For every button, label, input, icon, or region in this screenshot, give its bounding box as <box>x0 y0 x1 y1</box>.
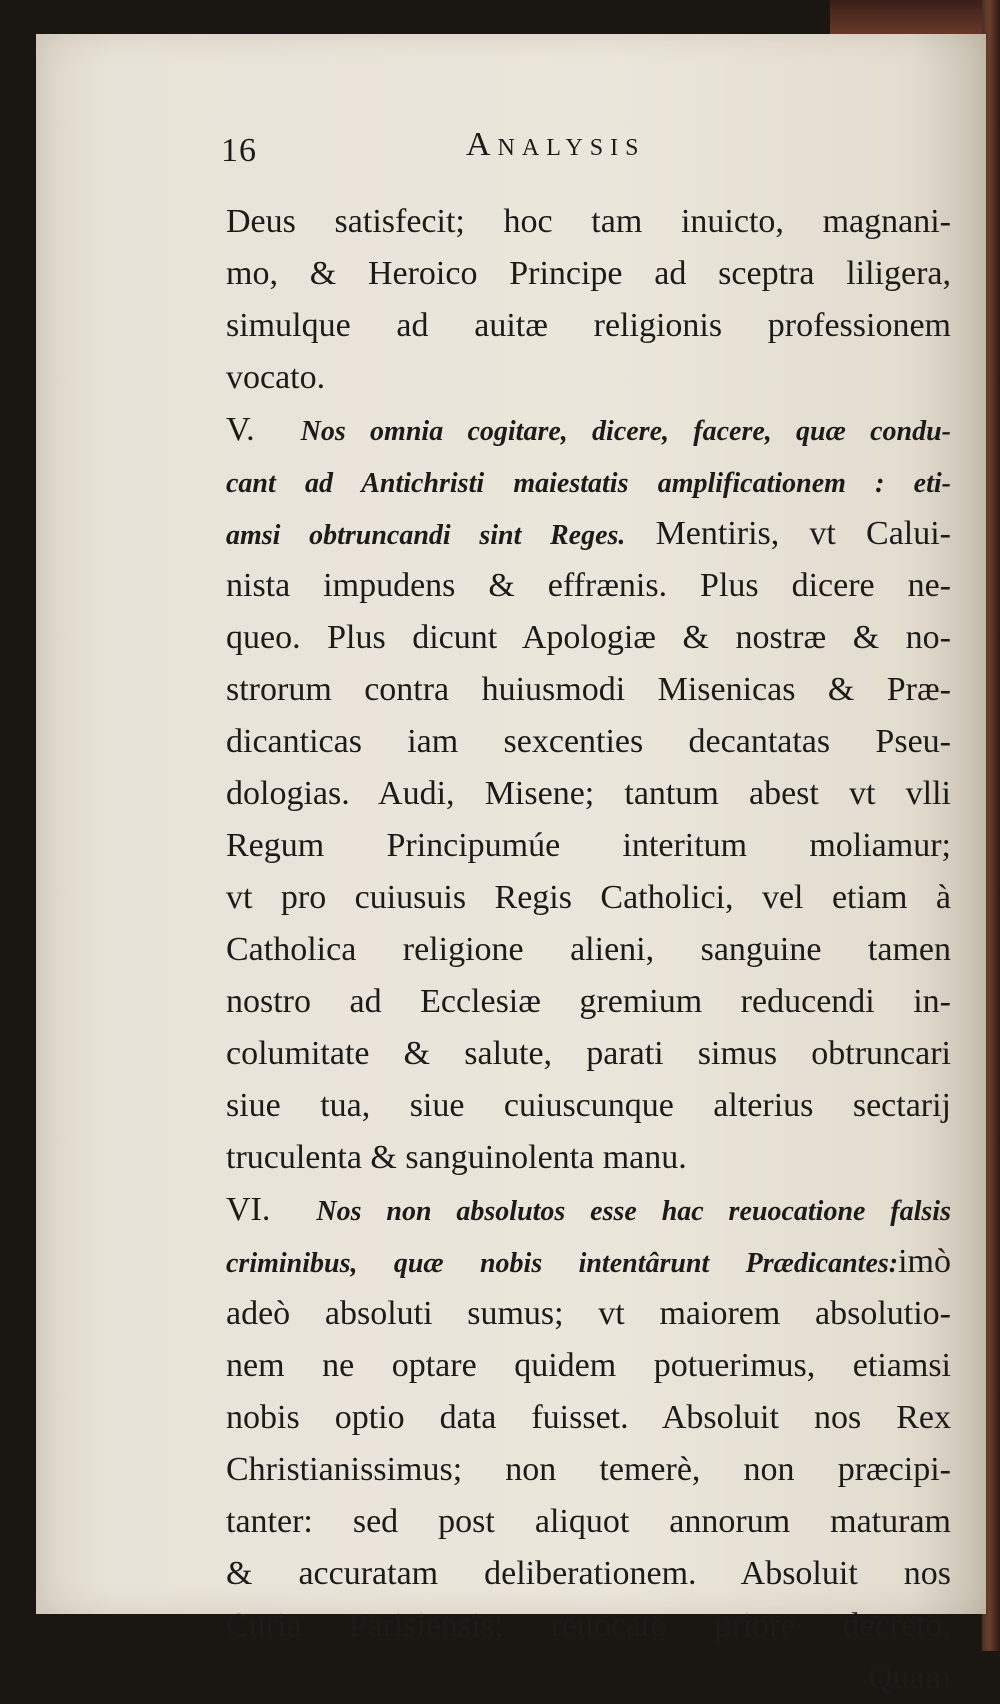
text-line <box>226 456 951 508</box>
text-line <box>226 612 951 664</box>
text-line <box>226 820 951 872</box>
text-line <box>226 768 951 820</box>
line-text: Regum Principumúe interitum moliamur; <box>226 827 951 864</box>
text-line <box>226 1236 951 1288</box>
text-line <box>226 1496 951 1548</box>
line-text: dicanticas iam sexcenties decantatas Pseu- <box>226 723 951 760</box>
text-line <box>226 664 951 716</box>
line-text: nobis optio data fuisset. Absoluit nos Rex <box>226 1399 951 1436</box>
line-text: strorum contra huiusmodi Misenicas & Præ- <box>226 671 951 708</box>
italic-quotation: Nos non absolutos esse hac reuocatione falsis <box>316 1196 951 1227</box>
italic-quotation: cant ad Antichristi maiestatis amplificationem : eti- <box>226 468 951 499</box>
section-number: VI. <box>226 1191 271 1228</box>
text-line <box>226 976 951 1028</box>
line-text: tanter: sed post aliquot annorum maturam <box>226 1503 951 1540</box>
text-block <box>226 196 951 1704</box>
text-line <box>226 404 951 456</box>
text-line <box>226 1132 951 1184</box>
text-line <box>226 872 951 924</box>
line-text: simulque ad auitæ religionis professionem <box>226 307 951 344</box>
text-line <box>226 924 951 976</box>
line-text: nostro ad Ecclesiæ gremium reducendi in- <box>226 983 951 1020</box>
text-line <box>226 560 951 612</box>
text-line <box>226 1444 951 1496</box>
text-line <box>226 1028 951 1080</box>
line-text: queo. Plus dicunt Apologiæ & nostræ & no- <box>226 619 951 656</box>
line-text: Quam <box>867 1659 951 1696</box>
italic-quotation: amsi obtruncandi sint Reges. <box>226 520 626 551</box>
page-number: 16 <box>221 132 257 169</box>
text-line <box>226 1392 951 1444</box>
catchword <box>226 1652 951 1704</box>
text-line <box>226 248 951 300</box>
text-line <box>226 1548 951 1600</box>
line-text: Curia Parisiensis; reuocato priore decreto. <box>226 1607 951 1644</box>
line-text: Catholica religione alieni, sanguine tamen <box>226 931 951 968</box>
line-text: nista impudens & effrænis. Plus dicere ne- <box>226 567 951 604</box>
line-text: adeò absoluti sumus; vt maiorem absolutio- <box>226 1295 951 1332</box>
text-line <box>226 352 951 404</box>
line-text: & accuratam deliberationem. Absoluit nos <box>226 1555 951 1592</box>
book-edge-top <box>830 0 1000 36</box>
text-line <box>226 1600 951 1652</box>
line-text: mo, & Heroico Principe ad sceptra liligera, <box>226 255 951 292</box>
line-text: dologias. Audi, Misene; tantum abest vt vlli <box>226 775 951 812</box>
text-line <box>226 300 951 352</box>
text-line <box>226 1080 951 1132</box>
text-line <box>226 196 951 248</box>
line-text: nem ne optare quidem potuerimus, etiamsi <box>226 1347 951 1384</box>
italic-quotation: criminibus, quæ nobis intentârunt Prædicantes: <box>226 1248 899 1279</box>
line-text: imò <box>898 1243 951 1280</box>
line-text: Mentiris, vt Calui- <box>625 515 951 552</box>
text-line <box>226 508 951 560</box>
text-line <box>226 1340 951 1392</box>
text-line <box>226 1184 951 1236</box>
italic-quotation: Nos omnia cogitare, dicere, facere, quæ condu- <box>300 416 951 447</box>
text-line <box>226 1288 951 1340</box>
line-text: columitate & salute, parati simus obtruncari <box>226 1035 951 1072</box>
line-text: Christianissimus; non temerè, non præcipi- <box>226 1451 951 1488</box>
book-page <box>36 34 986 1696</box>
text-line <box>226 716 951 768</box>
line-text: vt pro cuiusuis Regis Catholici, vel etiam à <box>226 879 951 916</box>
line-text: Deus satisfecit; hoc tam inuicto, magnani- <box>226 203 951 240</box>
line-text: vocato. <box>226 359 326 396</box>
section-number: V. <box>226 411 255 448</box>
line-text: truculenta & sanguinolenta manu. <box>226 1139 687 1176</box>
running-head: Analysis <box>466 126 646 163</box>
page-header <box>221 126 951 176</box>
line-text: siue tua, siue cuiuscunque alterius sectarij <box>226 1087 951 1124</box>
